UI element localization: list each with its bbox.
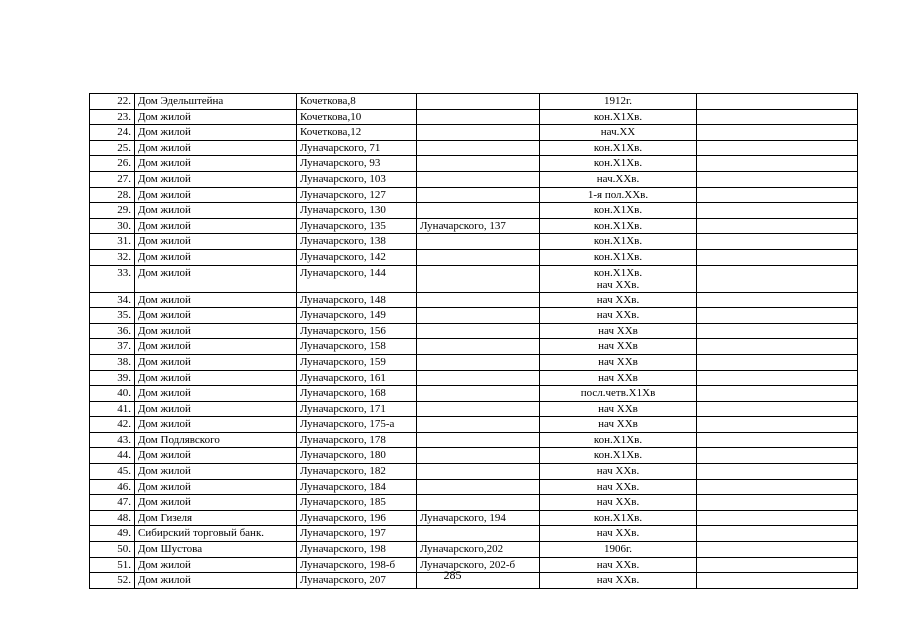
note-cell	[697, 323, 858, 339]
table-row	[90, 187, 858, 203]
date-cell	[540, 187, 697, 203]
row-number-cell: 22.	[90, 94, 135, 110]
note-cell	[697, 218, 858, 234]
row-number-cell: 23.	[90, 109, 135, 125]
row-number-cell: 44.	[90, 448, 135, 464]
row-number-cell: 48.	[90, 510, 135, 526]
object-name-cell: Дом Шустова	[135, 542, 297, 558]
address-alt-cell	[417, 495, 540, 511]
row-number-cell: 52.	[90, 573, 135, 589]
table-row	[90, 292, 858, 308]
row-number-cell: 40.	[90, 386, 135, 402]
address-cell: Луначарского, 142	[297, 249, 417, 265]
address-alt-cell	[417, 339, 540, 355]
address-alt-cell	[417, 292, 540, 308]
address-cell: Луначарского, 130	[297, 203, 417, 219]
date-cell	[540, 401, 697, 417]
date-cell	[540, 109, 697, 125]
object-name-cell: Дом жилой	[135, 292, 297, 308]
date-line: нач ХХв.	[596, 496, 640, 509]
date-line: нач.ХХв.	[596, 172, 640, 185]
address-alt-cell	[417, 354, 540, 370]
address-alt-cell	[417, 187, 540, 203]
note-cell	[697, 234, 858, 250]
object-name-cell: Дом жилой	[135, 370, 297, 386]
note-cell	[697, 448, 858, 464]
address-alt-cell	[417, 323, 540, 339]
object-name-cell: Дом жилой	[135, 125, 297, 141]
date-line: нач ХХв.	[596, 574, 640, 587]
date-cell	[540, 308, 697, 324]
date-cell	[540, 386, 697, 402]
table-row	[90, 432, 858, 448]
date-line: кон.Х1Хв.	[593, 204, 643, 217]
table-row	[90, 156, 858, 172]
object-name-cell: Дом жилой	[135, 218, 297, 234]
row-number-cell: 27.	[90, 171, 135, 187]
object-name-cell: Дом Подлявского	[135, 432, 297, 448]
address-cell: Луначарского, 135	[297, 218, 417, 234]
address-cell: Луначарского, 197	[297, 526, 417, 542]
address-alt-cell	[417, 94, 540, 110]
address-alt-cell	[417, 370, 540, 386]
row-number-cell: 26.	[90, 156, 135, 172]
note-cell	[697, 386, 858, 402]
table-row	[90, 542, 858, 558]
address-cell: Луначарского, 196	[297, 510, 417, 526]
table-row	[90, 249, 858, 265]
date-cell	[540, 542, 697, 558]
address-cell: Луначарского, 158	[297, 339, 417, 355]
date-cell	[540, 140, 697, 156]
date-cell	[540, 464, 697, 480]
note-cell	[697, 203, 858, 219]
date-line: кон.Х1Хв.	[593, 157, 643, 170]
date-line: кон.Х1Хв.	[593, 511, 643, 524]
note-cell	[697, 417, 858, 433]
date-cell	[540, 265, 697, 292]
row-number-cell: 45.	[90, 464, 135, 480]
object-name-cell: Дом жилой	[135, 323, 297, 339]
object-name-cell: Дом жилой	[135, 339, 297, 355]
address-cell: Луначарского, 171	[297, 401, 417, 417]
address-alt-cell: Луначарского, 202-б	[417, 557, 540, 573]
object-name-cell: Дом жилой	[135, 265, 297, 292]
table-row	[90, 218, 858, 234]
row-number-cell: 39.	[90, 370, 135, 386]
date-cell	[540, 292, 697, 308]
address-alt-cell	[417, 479, 540, 495]
row-number-cell: 31.	[90, 234, 135, 250]
row-number-cell: 35.	[90, 308, 135, 324]
row-number-cell: 46.	[90, 479, 135, 495]
date-line: нач ХХв	[598, 418, 638, 431]
table-row	[90, 308, 858, 324]
date-line: нач ХХв.	[596, 558, 640, 571]
address-cell: Луначарского, 71	[297, 140, 417, 156]
table-row	[90, 339, 858, 355]
row-number-cell: 41.	[90, 401, 135, 417]
address-cell: Луначарского, 156	[297, 323, 417, 339]
date-line: 1906г.	[603, 543, 633, 556]
date-cell	[540, 526, 697, 542]
date-cell	[540, 171, 697, 187]
date-line: нач ХХв	[598, 402, 638, 415]
address-cell: Луначарского, 184	[297, 479, 417, 495]
table-row	[90, 109, 858, 125]
object-name-cell: Дом жилой	[135, 109, 297, 125]
date-line: нач ХХв.	[596, 293, 640, 306]
date-line: кон.Х1Хв.	[593, 266, 643, 279]
object-name-cell: Дом жилой	[135, 386, 297, 402]
address-alt-cell	[417, 417, 540, 433]
row-number-cell: 50.	[90, 542, 135, 558]
object-name-cell: Дом жилой	[135, 140, 297, 156]
date-cell	[540, 156, 697, 172]
date-cell	[540, 125, 697, 141]
date-line: кон.Х1Хв.	[593, 141, 643, 154]
address-cell: Луначарского, 175-а	[297, 417, 417, 433]
address-alt-cell	[417, 308, 540, 324]
row-number-cell: 29.	[90, 203, 135, 219]
address-alt-cell	[417, 125, 540, 141]
table-row	[90, 234, 858, 250]
note-cell	[697, 109, 858, 125]
date-cell	[540, 94, 697, 110]
table-row	[90, 94, 858, 110]
object-name-cell: Дом жилой	[135, 417, 297, 433]
table-row	[90, 125, 858, 141]
address-alt-cell: Луначарского, 137	[417, 218, 540, 234]
address-cell: Луначарского, 182	[297, 464, 417, 480]
table-row	[90, 140, 858, 156]
date-cell	[540, 510, 697, 526]
address-alt-cell	[417, 401, 540, 417]
address-cell: Луначарского, 168	[297, 386, 417, 402]
note-cell	[697, 526, 858, 542]
object-name-cell: Дом жилой	[135, 156, 297, 172]
address-cell: Кочеткова,12	[297, 125, 417, 141]
date-line: нач ХХв	[598, 355, 638, 368]
object-name-cell: Дом жилой	[135, 495, 297, 511]
address-cell: Луначарского, 185	[297, 495, 417, 511]
note-cell	[697, 140, 858, 156]
address-alt-cell	[417, 526, 540, 542]
date-line: нач ХХв.	[596, 480, 640, 493]
note-cell	[697, 249, 858, 265]
date-line: нач ХХв	[598, 324, 638, 337]
address-cell: Луначарского, 127	[297, 187, 417, 203]
object-name-cell: Дом жилой	[135, 354, 297, 370]
table-row	[90, 448, 858, 464]
table-row	[90, 386, 858, 402]
page-number: 285	[443, 568, 462, 582]
row-number-cell: 34.	[90, 292, 135, 308]
note-cell	[697, 339, 858, 355]
date-cell	[540, 234, 697, 250]
row-number-cell: 32.	[90, 249, 135, 265]
object-name-cell: Дом жилой	[135, 249, 297, 265]
object-name-cell: Дом жилой	[135, 401, 297, 417]
note-cell	[697, 510, 858, 526]
table-row	[90, 354, 858, 370]
object-name-cell: Дом жилой	[135, 203, 297, 219]
note-cell	[697, 495, 858, 511]
table-row	[90, 401, 858, 417]
date-cell	[540, 323, 697, 339]
table-row	[90, 495, 858, 511]
date-line: нач ХХв	[598, 340, 638, 353]
object-name-cell: Дом жилой	[135, 557, 297, 573]
row-number-cell: 38.	[90, 354, 135, 370]
date-cell	[540, 249, 697, 265]
date-cell	[540, 203, 697, 219]
date-line: нач.XX	[600, 126, 636, 139]
date-cell	[540, 432, 697, 448]
date-cell	[540, 370, 697, 386]
note-cell	[697, 125, 858, 141]
object-name-cell: Дом жилой	[135, 187, 297, 203]
row-number-cell: 33.	[90, 265, 135, 292]
row-number-cell: 36.	[90, 323, 135, 339]
address-alt-cell	[417, 234, 540, 250]
note-cell	[697, 464, 858, 480]
table-row	[90, 526, 858, 542]
address-alt-cell	[417, 432, 540, 448]
date-line: кон.Х1Хв.	[593, 219, 643, 232]
address-alt-cell	[417, 156, 540, 172]
object-name-cell: Дом жилой	[135, 308, 297, 324]
date-line: нач ХХв.	[596, 527, 640, 540]
note-cell	[697, 354, 858, 370]
monuments-table	[89, 93, 858, 589]
address-cell: Луначарского, 149	[297, 308, 417, 324]
address-alt-cell	[417, 448, 540, 464]
address-alt-cell	[417, 171, 540, 187]
address-alt-cell	[417, 140, 540, 156]
date-cell	[540, 354, 697, 370]
date-line: кон.Х1Хв.	[593, 449, 643, 462]
date-line: нач ХХв.	[596, 465, 640, 478]
note-cell	[697, 94, 858, 110]
date-line: 1912г.	[603, 95, 633, 107]
note-cell	[697, 401, 858, 417]
row-number-cell: 30.	[90, 218, 135, 234]
note-cell	[697, 265, 858, 292]
note-cell	[697, 156, 858, 172]
note-cell	[697, 542, 858, 558]
address-cell: Луначарского, 178	[297, 432, 417, 448]
object-name-cell: Дом жилой	[135, 171, 297, 187]
row-number-cell: 28.	[90, 187, 135, 203]
date-cell	[540, 448, 697, 464]
address-alt-cell	[417, 249, 540, 265]
row-number-cell: 42.	[90, 417, 135, 433]
address-cell: Луначарского, 198	[297, 542, 417, 558]
note-cell	[697, 308, 858, 324]
address-cell: Кочеткова,8	[297, 94, 417, 110]
address-cell: Луначарского, 148	[297, 292, 417, 308]
object-name-cell: Дом жилой	[135, 573, 297, 589]
date-cell	[540, 218, 697, 234]
row-number-cell: 49.	[90, 526, 135, 542]
table-body	[90, 94, 858, 589]
address-cell: Луначарского, 198-б	[297, 557, 417, 573]
note-cell	[697, 432, 858, 448]
note-cell	[697, 187, 858, 203]
object-name-cell: Дом жилой	[135, 234, 297, 250]
table-row	[90, 479, 858, 495]
note-cell	[697, 171, 858, 187]
address-alt-cell: Луначарского, 194	[417, 510, 540, 526]
address-alt-cell	[417, 265, 540, 292]
note-cell	[697, 479, 858, 495]
table-row	[90, 203, 858, 219]
row-number-cell: 47.	[90, 495, 135, 511]
table-row	[90, 323, 858, 339]
address-cell: Луначарского, 159	[297, 354, 417, 370]
object-name-cell: Дом Эдельштейна	[135, 94, 297, 110]
table-row	[90, 464, 858, 480]
date-line: кон.Х1Хв.	[593, 235, 643, 248]
date-line: нач ХХв.	[596, 309, 640, 322]
object-name-cell: Дом жилой	[135, 479, 297, 495]
address-cell: Луначарского, 103	[297, 171, 417, 187]
address-alt-cell	[417, 109, 540, 125]
table-row	[90, 510, 858, 526]
date-cell	[540, 339, 697, 355]
address-cell: Луначарского, 161	[297, 370, 417, 386]
note-cell	[697, 292, 858, 308]
date-line: кон.Х1Хв.	[593, 250, 643, 263]
table-row	[90, 171, 858, 187]
address-alt-cell: Луначарского,202	[417, 542, 540, 558]
date-line: нач ХХв	[598, 371, 638, 384]
address-cell: Луначарского, 138	[297, 234, 417, 250]
address-cell: Кочеткова,10	[297, 109, 417, 125]
date-line: 1-я пол.ХХв.	[587, 188, 649, 201]
address-cell: Луначарского, 93	[297, 156, 417, 172]
table-row	[90, 370, 858, 386]
note-cell	[697, 370, 858, 386]
object-name-cell: Дом Гизеля	[135, 510, 297, 526]
table-row	[90, 265, 858, 292]
date-cell	[540, 417, 697, 433]
row-number-cell: 25.	[90, 140, 135, 156]
date-cell	[540, 495, 697, 511]
object-name-cell: Дом жилой	[135, 464, 297, 480]
address-cell: Луначарского, 144	[297, 265, 417, 292]
object-name-cell: Дом жилой	[135, 448, 297, 464]
object-name-cell: Сибирский торговый банк.	[135, 526, 297, 542]
address-cell: Луначарского, 207	[297, 573, 417, 589]
table-row	[90, 417, 858, 433]
row-number-cell: 43.	[90, 432, 135, 448]
date-line: кон.Х1Хв.	[593, 433, 643, 446]
date-line: кон.Х1Хв.	[593, 110, 643, 123]
date-line: посл.четв.Х1Хв	[580, 387, 656, 400]
address-alt-cell	[417, 203, 540, 219]
address-alt-cell	[417, 464, 540, 480]
date-line: нач ХХв.	[596, 278, 640, 291]
date-cell	[540, 479, 697, 495]
row-number-cell: 37.	[90, 339, 135, 355]
row-number-cell: 24.	[90, 125, 135, 141]
address-alt-cell	[417, 386, 540, 402]
row-number-cell: 51.	[90, 557, 135, 573]
address-cell: Луначарского, 180	[297, 448, 417, 464]
